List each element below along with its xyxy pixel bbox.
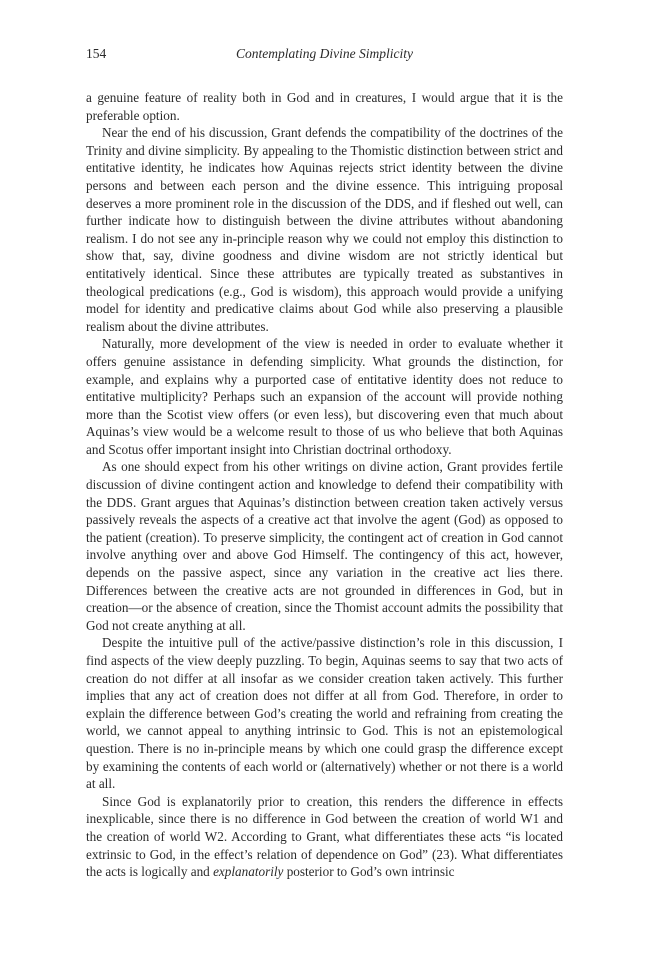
paragraph-5: Despite the intuitive pull of the active/passive distinction’s role in this discussion, I find aspects of the view deeply puzzling. To begin, Aquinas seems to say that two acts of creation do not differ at all insofar as we consider creation taken actively. This further implies that any act of creation does not differ at all from God. Therefore, in order to explain the difference between God’s creating the world and refraining from creating the world, we cannot appeal to anything intrinsic to God. This is not an epistemological question. There is no in-principle means by which one could grasp the difference except by examining the contents of each world or (alternatively) whether or not there is a world at all. bbox=[86, 635, 563, 792]
paragraph-1: a genuine feature of reality both in God and in creatures, I would argue that it is the preferable option. bbox=[86, 90, 563, 123]
paragraph-6-text-after: posterior to God’s own intrinsic bbox=[283, 864, 455, 880]
paragraph-6 bbox=[86, 793, 563, 881]
paragraph-4: As one should expect from his other writings on divine action, Grant provides fertile discussion of divine contingent action and knowledge to defend their compatibility with the DDS. Grant argues that Aquinas’s distinction between creation taken actively versus passively reveals the aspects of a creative act that involve the agent (God) as opposed to the patient (creation). To preserve simplicity, the contingent act of creation in God cannot involve anything over and above God Himself. The contingency of this act, however, depends on the passive aspect, since any variation in the creative act lies there. Differences between the creative acts are not grounded in differences in God, but in creation—or the absence of creation, since the Thomist account admits the possibility that God not create anything at all. bbox=[86, 459, 563, 633]
body-text bbox=[86, 89, 563, 881]
running-header bbox=[86, 46, 563, 66]
paragraph-3: Naturally, more development of the view is needed in order to evaluate whether it offers genuine assistance in defending simplicity. What grounds the distinction, for example, and explains why a purported case of entitative identity does not reduce to entitative multiplicity? Perhaps such an expansion of the account will provide nothing more than the Scotist view offers (or even less), but discovering even that much about Aquinas’s view would be a welcome result to those of us who believe that both Aquinas and Scotus offer important insight into Christian doctrinal orthodoxy. bbox=[86, 336, 563, 457]
paragraph-6-text-before: Since God is explanatorily prior to creation, this renders the difference in effects inexplicable, since there is no difference in God between the creation of world W1 and the creation of world W2. According to Grant, what differentiates these acts “is located extrinsic to God, in the effect’s relation of dependence on God” (23). What differentiates the acts is logically and bbox=[86, 793, 563, 880]
page-number: 154 bbox=[86, 46, 107, 61]
running-title: Contemplating Divine Simplicity bbox=[236, 46, 413, 61]
paragraph-2: Near the end of his discussion, Grant defends the compatibility of the doctrines of the Trinity and divine simplicity. By appealing to the Thomistic distinction between strict and entitative identity, he indicates how Aquinas rejects strict identity between the divine persons and between each person and the divine essence. This intriguing proposal deserves a more prominent role in the discussion of the DDS, and if fleshed out well, can further indicate how to distinguish between the divine attributes without abandoning realism. I do not see any in-principle reason why we could not employ this distinction to show that, say, divine goodness and divine wisdom are not strictly identical but entitatively identical. Since these attributes are typically treated as substantives in theological predications (e.g., God is wisdom), this approach would provide a unifying model for identity and predicative claims about God while also preserving a plausible realism about the divine attributes. bbox=[86, 125, 563, 334]
paragraph-6-emphasis: explanatorily bbox=[213, 864, 284, 880]
